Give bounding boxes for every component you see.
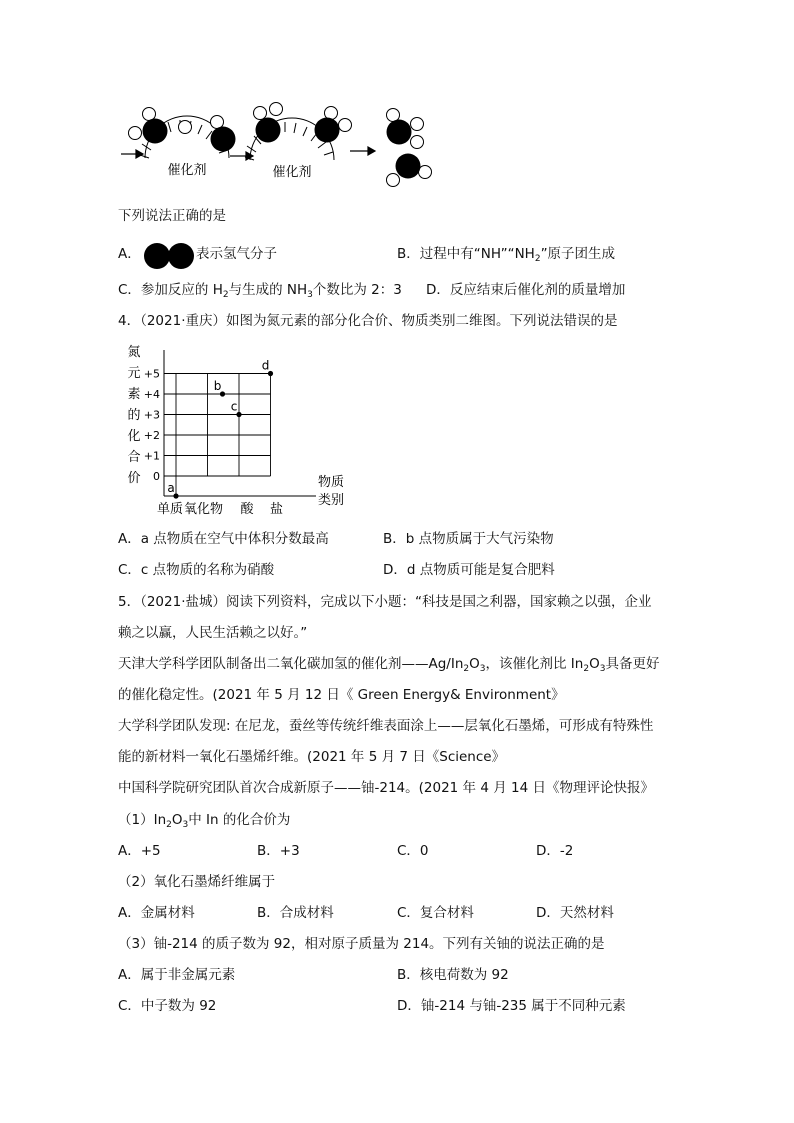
q5-paragraph-1-line2: 的催化稳定性。(2021 年 5 月 12 日《 Green Energy& Environment》 <box>118 687 565 703</box>
q4-option-b: B．b 点物质属于大气污染物 <box>383 531 554 547</box>
q5-sub1-option-b: B．+3 <box>257 843 300 859</box>
q5-sub2-option-d: D．天然材料 <box>536 905 614 921</box>
catalyst-label-right: 催化剂 <box>272 165 312 180</box>
ylabel-char: 的 <box>127 408 141 423</box>
point-label-a: a <box>167 481 175 495</box>
q4-option-d: D．d 点物质可能是复合肥料 <box>383 562 555 578</box>
catalyst-label-left: 催化剂 <box>167 163 207 178</box>
ylabel-char: 价 <box>127 471 141 486</box>
ylabel-char: 合 <box>127 450 141 465</box>
q5-paragraph-3: 中国科学院研究团队首次合成新原子——铀-214。(2021 年 4 月 14 日《物理评论快报》 <box>118 780 654 796</box>
ylabel-char: 元 <box>127 366 141 381</box>
q5-sub3-option-b: B．核电荷数为 92 <box>397 967 509 983</box>
hydrogen-molecule-icon <box>143 241 195 271</box>
y-tick-label: +1 <box>143 449 160 463</box>
q5-stem-line1: 5．（2021·盐城）阅读下列资料，完成以下小题：“科技是国之利器，国家赖之以强，企业 <box>118 594 652 610</box>
ylabel-char: 化 <box>127 429 141 444</box>
q5-sub1-option-c: C．0 <box>397 843 429 859</box>
x-category-label: 单质 <box>156 502 184 517</box>
q5-paragraph-2: 大学科学团队发现: 在尼龙，蚕丝等传统纤维表面涂上——层氧化石墨烯，可形成有特殊性 <box>118 718 654 734</box>
ylabel-char: 氮 <box>127 345 141 360</box>
q3-a-prefix: A． <box>118 246 141 262</box>
q5-sub1-option-d: D．-2 <box>536 843 574 859</box>
q5-sub2-option-a: A．金属材料 <box>118 905 195 921</box>
q4-option-a: A．a 点物质在空气中体积分数最高 <box>118 531 329 547</box>
point-label-d: d <box>261 358 270 373</box>
q5-sub2-option-c: C．复合材料 <box>397 905 474 921</box>
y-tick-label: 0 <box>153 470 160 483</box>
valence-chart <box>120 340 360 520</box>
q3-option-d: D．反应结束后催化剂的质量增加 <box>426 282 626 298</box>
x-category-label: 氧化物 <box>183 502 224 517</box>
q4-option-c: C．c 点物质的名称为硝酸 <box>118 562 275 578</box>
q5-sub2-option-b: B．合成材料 <box>257 905 334 921</box>
q5-sub3-option-c: C．中子数为 92 <box>118 998 217 1014</box>
q3-stem: 下列说法正确的是 <box>118 208 226 224</box>
ylabel-char: 素 <box>127 387 141 402</box>
x-axis-label: 类别 <box>318 493 345 508</box>
q3-option-b: B．过程中有“$NH”“NH_2$”原子团生成 <box>397 246 616 264</box>
q5-paragraph-1: 天津大学科学团队制备出二氧化碳加氢的催化剂$——Ag/In_2O_3$，该催化剂比 $In_2O_3$具备更好 <box>118 656 660 674</box>
point-label-b: b <box>213 379 222 393</box>
x-axis-label: 物质 <box>318 475 345 490</box>
q5-sub3-option-d: D．铀-214 与铀-235 属于不同种元素 <box>397 998 626 1014</box>
q3-a-text: 表示氢气分子 <box>196 246 277 262</box>
x-category-label: 盐 <box>269 502 284 517</box>
q5-sub2-stem: （2）氧化石墨烯纤维属于 <box>118 874 276 890</box>
y-tick-label: +2 <box>143 429 160 442</box>
q3-option-c: C．参加反应的 $H_2$与生成的 $NH_3$个数比为 2：3 <box>118 282 402 300</box>
q4-stem: 4．（2021·重庆）如图为氮元素的部分化合价、物质类别二维图。下列说法错误的是 <box>118 313 618 329</box>
reaction-diagram <box>0 0 794 200</box>
y-tick-label: +4 <box>143 388 160 401</box>
q5-sub3-option-a: A．属于非金属元素 <box>118 967 236 983</box>
x-category-label: 酸 <box>240 502 254 517</box>
y-tick-label: +3 <box>143 408 160 422</box>
point-label-c: c <box>230 399 238 414</box>
q5-sub3-stem: （3）铀-214 的质子数为 92，相对原子质量为 214。下列有关铀的说法正确的是 <box>118 936 605 952</box>
q5-sub1-stem: $(1)In_2O_3$中 In 的化合价为 <box>118 812 291 830</box>
q3-option-a <box>118 245 141 263</box>
y-tick-label: +5 <box>143 367 160 381</box>
q5-stem-line2: 赖之以赢，人民生活赖之以好。” <box>118 625 308 641</box>
q5-sub1-option-a: A．+5 <box>118 843 161 859</box>
q5-paragraph-2-line2: 能的新材料一氧化石墨烯纤维。(2021 年 5 月 7 日《Science》 <box>118 749 506 765</box>
